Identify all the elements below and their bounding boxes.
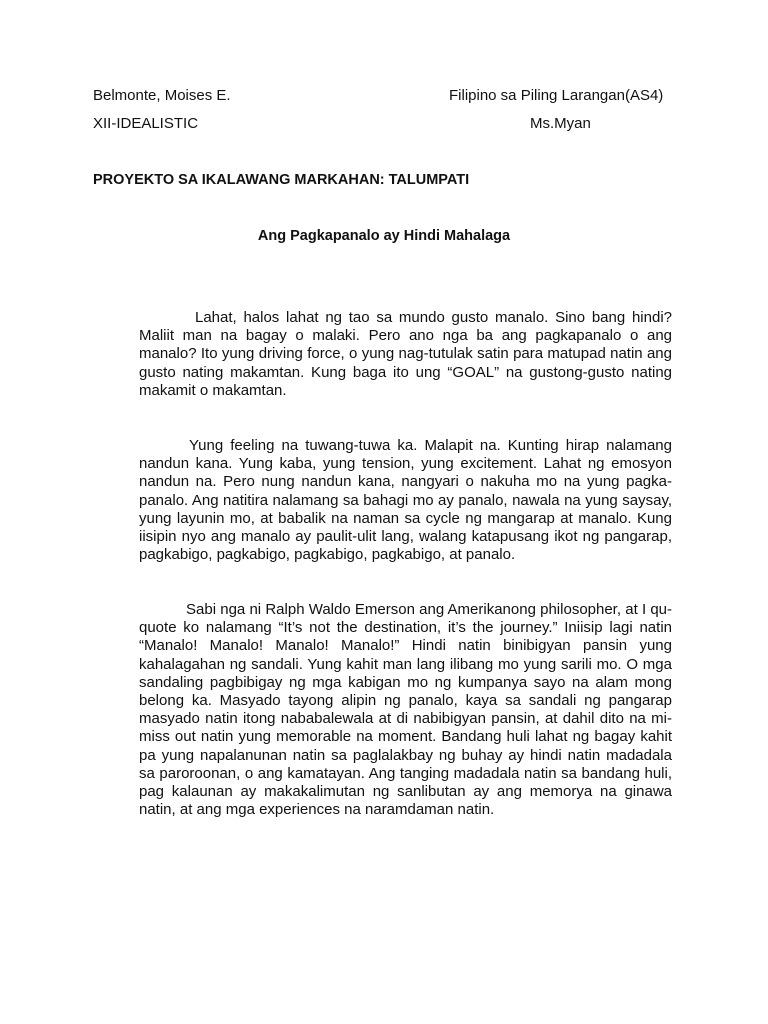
speech-title: Ang Pagkapanalo ay Hindi Mahalaga [257, 228, 511, 244]
teacher-name: Ms.Myan [530, 115, 591, 132]
paragraph-2: Yung feeling na tuwang-tuwa ka. Malapit na. Kunting hirap nalamang nandun kana. Yung kaba, yung tension, yung excitement. Lahat ng emosyon nandun na. Pero nung nandun kana, nangyari o nakuha mo na yung pagka-panalo. Ang natitira nalamang sa bahagi mo ay panalo, nawala na yung saysay, yung layunin mo, at babalik na naman sa cycle ng mangarap at manalo. Kung iisipin nyo ang manalo ay paulit-ulit lang, walang katapusang ikot ng pangarap, pagkabigo, pagkabigo, pagkabigo, pagkabigo, at panalo. [139, 437, 672, 564]
paragraph-3: Sabi nga ni Ralph Waldo Emerson ang Amerikanong philosopher, at I qu-quote ko nalamang “It’s not the destination, it’s the journey.” Iniisip lagi natin “Manalo! Manalo! Manalo! Manalo!” Hindi natin binibigyan pansin yung kahalagahan ng sandali. Yung kahit man lang ilibang mo yung sarili mo. O mga sandaling pagbibigay ng mga kabigan mo ng kumpanya sayo na alam mong belong ka. Masyado tayong alipin ng panalo, kaya sa sandali ng pangarap masyado natin itong nababalewala at di nabibigyan pansin, at dahil dito na mi-miss out natin yung memorable na moment. Bandang huli lahat ng bagay kahit pa yung napalanunan natin sa paglalakbay ng buhay ay hindi natin madadala sa paroroonan, o ang kamatayan. Ang tanging madadala natin sa bandang huli, pag kalaunan ay makakalimutan ng sanlibutan ay ang memorya na ginawa natin, at ang mga experiences na naramdaman natin. [139, 601, 672, 819]
section-label: XII-IDEALISTIC [93, 115, 199, 132]
student-name: Belmonte, Moises E. [93, 87, 231, 104]
subject-label: Filipino sa Piling Larangan(AS4) [449, 87, 664, 104]
project-heading: PROYEKTO SA IKALAWANG MARKAHAN: TALUMPATI [93, 172, 470, 188]
paragraph-1: Lahat, halos lahat ng tao sa mundo gusto manalo. Sino bang hindi? Maliit man na bagay o malaki. Pero ano nga ba ang pagkapanalo o ang manalo? Ito yung driving force, o yung nag-tutulak satin para matupad natin ang gusto nating makamtan. Kung baga ito ung “GOAL” na gustong-gusto nating makamit o makamtan. [139, 309, 672, 399]
